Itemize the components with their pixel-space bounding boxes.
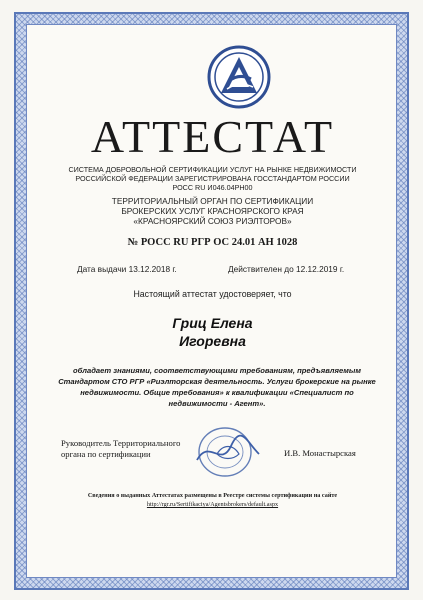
system-line: РОСС RU И046.04РН00 (172, 183, 253, 192)
registry-footer (41, 491, 384, 509)
certification-organ (41, 196, 384, 226)
valid-until: Действителен до 12.12.2019 г. (228, 264, 345, 274)
organ-line: БРОКЕРСКИХ УСЛУГ КРАСНОЯРСКОГО КРАЯ (121, 206, 304, 216)
holder-name (41, 314, 384, 350)
organ-line: «КРАСНОЯРСКИЙ СОЮЗ РИЭЛТОРОВ» (133, 216, 292, 226)
registration-number: № РОСС RU РГР ОС 24.01 АН 1028 (127, 237, 298, 248)
holder-name-line: Игоревна (179, 333, 246, 349)
footer-note: Сведения о выданных Аттестатах размещены в Реестре системы сертификации на сайте (87, 492, 338, 499)
organ-line: ТЕРРИТОРИАЛЬНЫЙ ОРГАН ПО СЕРТИФИКАЦИИ (111, 196, 314, 206)
certifies-statement: Настоящий аттестат удостоверяет, что (133, 289, 292, 299)
issue-date: Дата выдачи 13.12.2018 г. (77, 264, 177, 274)
signature-label-line: Руководитель Территориального (61, 438, 181, 448)
system-line: РОССИЙСКОЙ ФЕДЕРАЦИИ ЗАРЕГИСТРИРОВАНА ГОССТАНДАРТОМ РОССИИ (75, 174, 350, 183)
registry-link[interactable]: http://rgr.ru/Sertifikaciya/Agentsbrokers/default.aspx (146, 501, 279, 508)
system-description (41, 165, 384, 192)
qualification-text: обладает знаниями, соответствующими требованиям, предъявляемым Стандартом СТО РГР «Риэлторская деятельность. Услуги брокерские на рынке недвижимости. Общие требования» к квалификации «Специалист по недвижимости - Агент». (58, 366, 376, 408)
stamp-signature-icon (187, 424, 267, 480)
rgr-logo-icon (207, 45, 271, 109)
certificate-body (26, 24, 397, 578)
holder-name-line: Гриц Елена (172, 315, 253, 331)
system-line: СИСТЕМА ДОБРОВОЛЬНОЙ СЕРТИФИКАЦИИ УСЛУГ НА РЫНКЕ НЕДВИЖИМОСТИ (68, 165, 357, 174)
signature-label-line: органа по сертификации (61, 449, 151, 459)
signer-name: И.В. Монастырская (284, 448, 356, 458)
certificate-title: АТТЕСТАТ (90, 111, 335, 162)
